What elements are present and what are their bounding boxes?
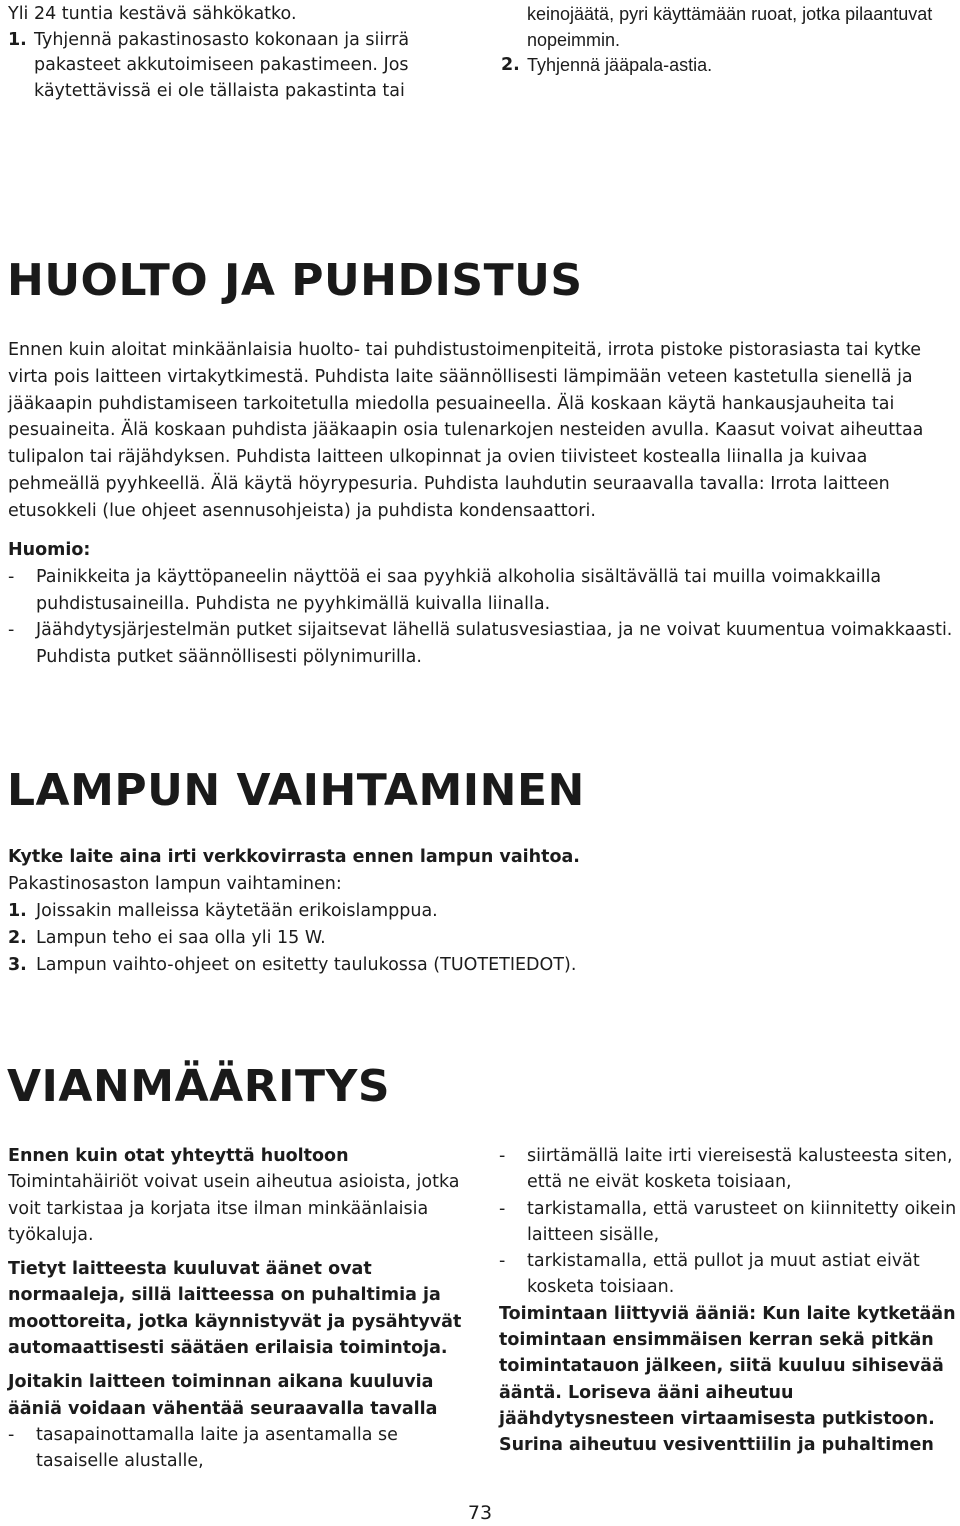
section-title-maintenance: HUOLTO JA PUHDISTUS xyxy=(7,255,583,306)
reduce-sounds-item xyxy=(499,1143,957,1196)
step-number: 2. xyxy=(8,928,27,948)
lamp-instructions xyxy=(8,844,958,979)
dash-marker: - xyxy=(499,1198,506,1219)
outage-step-2 xyxy=(501,53,956,80)
note-item xyxy=(8,564,958,618)
step-text: Joissakin malleissa käytetään erikoislamppua. xyxy=(36,901,438,921)
lamp-warning: Kytke laite aina irti verkkovirrasta ennen lampun vaihtoa. xyxy=(8,847,580,867)
note-label: Huomio: xyxy=(8,540,91,560)
step-number: 1. xyxy=(8,901,27,921)
section-title-lamp: LAMPUN VAIHTAMINEN xyxy=(7,765,585,816)
note-text: Jäähdytysjärjestelmän putket sijaitsevat lähellä sulatusvesiastiaa, ja ne voivat kuumentua voimakkaasti. Puhdista putket säännöllisesti pölynimurilla. xyxy=(36,620,953,668)
outage-step-1 xyxy=(8,28,428,105)
reduce-sounds-item xyxy=(499,1196,957,1249)
note-text: Painikkeita ja käyttöpaneelin näyttöä ei saa pyyhkiä alkoholia sisältävällä tai muilla voimakkailla puhdistusaineilla. Puhdista ne pyyhkimällä kuivalla liinalla. xyxy=(36,566,882,614)
step-number: 2. xyxy=(501,55,520,75)
outage-intro: Yli 24 tuntia kestävä sähkökatko. xyxy=(8,4,297,24)
reduce-sounds-item xyxy=(499,1248,957,1301)
lamp-step xyxy=(8,952,958,979)
lamp-step xyxy=(8,898,958,925)
troubleshooting-right-column xyxy=(499,1143,957,1459)
step-text: Lampun vaihto-ohjeet on esitetty taulukossa (TUOTETIEDOT). xyxy=(36,955,577,975)
normal-sounds-heading: Tietyt laitteesta kuuluvat äänet ovat normaaleja, sillä laitteessa on puhaltimia ja moottoreita, jotka käynnistyvät ja pysähtyvät automaattisesti säätäen erilaisia toimintoja. xyxy=(8,1259,462,1359)
dash-marker: - xyxy=(499,1251,506,1272)
note-item xyxy=(8,617,958,671)
before-service-heading: Ennen kuin otat yhteyttä huoltoon xyxy=(8,1146,349,1166)
maintenance-paragraph: Ennen kuin aloitat minkäänlaisia huolto- tai puhdistustoimenpiteitä, irrota pistoke pistorasiasta tai kytke virta pois laitteen virtakytkimestä. Puhdista laite säännöllisesti lämpimään veteen kastetulla sienellä ja jääkaapin puhdistamiseen tarkoitetulla miedolla pesuaineella. Älä koskaan käytä hankausjauheita tai pesuaineita. Älä koskaan puhdista jääkaapin osia tulenarkojen nesteiden avulla. Kaasut voivat aiheuttaa tulipalon tai räjähdyksen. Puhdista laitteen ulkopinnat ja ovien tiivisteet kostealla liinalla ja kuivaa pehmeällä pyyhkeellä. Älä käytä höyrypesuria. Puhdista lauhdutin seuraavalla tavalla: Irrota laitteen etusokkeli (lue ohjeet asennusohjeista) ja puhdista kondensaattori. xyxy=(8,340,924,521)
step-number: 1. xyxy=(8,29,27,50)
item-text: tarkistamalla, että pullot ja muut astiat eivät kosketa toisiaan. xyxy=(527,1251,920,1298)
lamp-step xyxy=(8,925,958,952)
step-text: Lampun teho ei saa olla yli 15 W. xyxy=(36,928,326,948)
lamp-subtitle: Pakastinosaston lampun vaihtaminen: xyxy=(8,874,342,894)
step-number: 3. xyxy=(8,955,27,975)
page-number: 73 xyxy=(467,1502,493,1524)
operating-sounds-text: Toimintaan liittyviä ääniä: Kun laite kytketään toimintaan ensimmäisen kerran sekä pitkän toimintatauon jälkeen, siitä kuuluu sihisevää ääntä. Loriseva ääni aiheutuu jäähdytysnesteen virtaamisesta putkistoon. Surina aiheutuu vesiventtiilin ja puhaltimen xyxy=(499,1303,956,1456)
top-right-column xyxy=(501,2,956,80)
maintenance-notes xyxy=(8,537,958,671)
dash-marker: - xyxy=(499,1146,506,1166)
top-left-column xyxy=(8,2,428,104)
dash-marker: - xyxy=(8,1424,15,1445)
dash-marker: - xyxy=(8,620,15,641)
step-1-continuation: keinojäätä, pyri käyttämään ruoat, jotka pilaantuvat nopeimmin. xyxy=(527,4,933,50)
before-service-text: Toimintahäiriöt voivat usein aiheutua asioista, jotka voit tarkistaa ja korjata itse ilman minkäänlaisia työkaluja. xyxy=(8,1172,460,1245)
item-text: siirtämällä laite irti viereisestä kalusteesta siten, että ne eivät kosketa toisiaan, xyxy=(527,1146,953,1193)
dash-marker: - xyxy=(8,566,15,587)
item-text: tarkistamalla, että varusteet on kiinnitetty oikein laitteen sisälle, xyxy=(527,1198,957,1245)
troubleshooting-left-column xyxy=(8,1143,468,1475)
step-text: Tyhjennä jääpala-astia. xyxy=(527,55,713,75)
item-text: tasapainottamalla laite ja asentamalla se tasaiselle alustalle, xyxy=(36,1424,398,1472)
step-text: Tyhjennä pakastinosasto kokonaan ja siirrä pakasteet akkutoimiseen pakastimeen. Jos käytettävissä ei ole tällaista pakastinta tai xyxy=(34,29,410,101)
reduce-sounds-item xyxy=(8,1422,468,1475)
reduce-sounds-heading: Joitakin laitteen toiminnan aikana kuuluvia ääniä voidaan vähentää seuraavalla tavalla xyxy=(8,1372,438,1419)
section-title-troubleshooting: VIANMÄÄRITYS xyxy=(7,1061,391,1112)
